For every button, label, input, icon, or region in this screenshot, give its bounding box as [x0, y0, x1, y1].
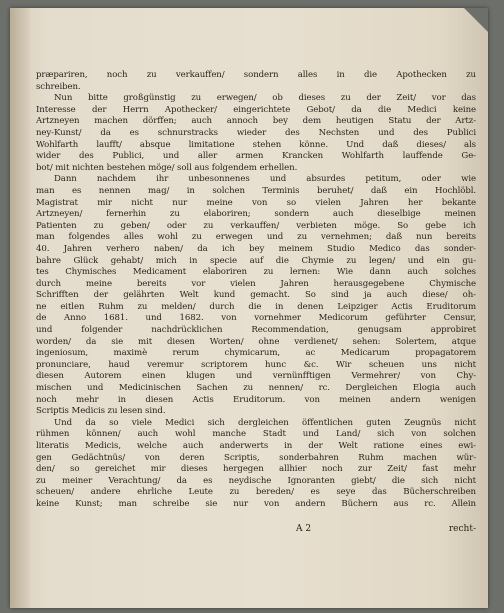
- text-line: Und da so viele Medici sich dergleichen öffentlichen guten Zeugnüs nicht: [54, 417, 476, 428]
- text-line: ne eitlen Ruhm zu melden/ durch die in denen Leipziger Actis Eruditorum: [36, 301, 476, 312]
- text-line: literatis Medicis, welche auch anderwerts in der Welt ratione eines ewi-: [36, 441, 476, 451]
- text-line: Artzneyen machen dörffen; auch annoch bey dem heutigen Statu der Artz-: [36, 116, 476, 127]
- text-line: man es nennen mag/ in solchen Terminis beruhet/ daß ein Hochlöbl.: [36, 185, 476, 196]
- text-line: gen Gedächtnüs/ von deren Scriptis, sonderbahren Ruhm machen wür-: [36, 452, 476, 463]
- folded-corner: [464, 8, 488, 32]
- text-line: und folgender nachdrücklichen Recommendation, genugsam approbiret: [36, 325, 476, 336]
- text-line: Scriptis Medicis zu lesen sind.: [36, 406, 166, 417]
- text-line: wider des Publici, und aller armen Krancken Wohlfarth lauffende Ge-: [36, 151, 476, 162]
- catchword: recht-: [448, 524, 476, 534]
- page-binding-edge: [10, 8, 30, 608]
- text-line: keine Kunst; man schreibe sie nur von andern Büchern aus rc. Allein: [36, 498, 476, 509]
- text-line: worden/ da sie mit diesen Worten/ ohne verdienet/ sehen: Solertem, atque: [36, 336, 476, 347]
- text-line: scheuen/ andere ehrliche Leute zu bereden/ es seye das Bücherschreiben: [36, 487, 476, 498]
- text-line: Wohlfarth laufft/ absque limitatione stehen könne. Und daß dieses/ als: [36, 139, 476, 150]
- text-line: diesen Autorem einen klugen und vernünfftigen Vermehrer/ von Chy-: [36, 371, 476, 382]
- text-line: Schrifften der gelährten Welt kund gemacht. So sind ja auch diese/ oh-: [36, 290, 476, 301]
- text-line: præpariren, noch zu verkauffen/ sondern alles in die Apothecken zu: [36, 70, 476, 80]
- text-line: man folgendes alles wohl zu erwegen und zu vernehmen; daß nun bereits: [36, 232, 476, 243]
- text-line: durch meine bereits vor vielen Jahren herausgegebene Chymische: [36, 278, 476, 289]
- text-line: noch mehr in diesen Actis Eruditorum. von meinen andern wenigen: [36, 394, 476, 405]
- text-line: Interesse der Herrn Apothecker/ eingerichtete Gebot/ da die Medici keine: [36, 104, 476, 115]
- document-text-body: [36, 70, 476, 511]
- document-page: [10, 8, 488, 608]
- signature-mark: A 2: [296, 524, 312, 534]
- text-line: 40. Jahren verhero naben/ da ich bey meinem Studio Medico das sonder-: [36, 243, 476, 254]
- text-line: schreiben.: [36, 81, 81, 92]
- text-line: Dann nachdem ihr unbesonnenes und absurdes petitum, oder wie: [54, 174, 476, 185]
- text-line: ingeniosum, maximè rerum chymicarum, ac Medicarum propagatorem: [36, 348, 476, 359]
- text-line: bahre Glück gehabt/ mich in specie auf die Chymie zu legen/ und ein gu-: [36, 255, 476, 266]
- text-line: bot/ mit nichten bestehen möge/ soll aus folgendem erhellen.: [36, 162, 298, 173]
- text-line: zu meiner Verachtung/ da es neydische Ignoranten giebt/ die sich nicht: [36, 475, 476, 486]
- text-line: tes Chymisches Medicament elaboriren zu lernen: Wie dann auch solches: [36, 267, 476, 278]
- text-line: ney-Kunst/ da es schnurstracks wieder des Nechsten und des Publici: [36, 127, 476, 138]
- text-line: Artzneyen/ fernerhin zu elaboriren; sondern auch dieselbige meinen: [36, 209, 476, 220]
- text-line: den/ so gereichet mir dieses hergegen allhier noch zur Zeit/ fast mehr: [36, 464, 476, 475]
- text-line: Nun bitte großgünstig zu erwegen/ ob dieses zu der Zeit/ vor das: [54, 93, 476, 104]
- text-line: de Anno 1681. und 1682. von vornehmer Medicorum geführter Censur,: [36, 313, 476, 324]
- text-line: pronunciare, haud veremur scriptorem hunc &c. Wir scheuen uns nicht: [36, 359, 476, 370]
- page-footer: [36, 524, 476, 536]
- text-line: Patienten zu geben/ oder zu verkauffen/ verbieten möge. So gebe ich: [36, 220, 476, 231]
- text-line: rühmen können/ auch wohl manche Stadt und Land/ sich von solchen: [36, 429, 476, 440]
- text-line: mischen und Medicinischen Sachen zu nennen/ rc. Dergleichen Elogia auch: [36, 383, 476, 394]
- text-line: Magistrat mir nicht nur meine von so vielen Jahren her bekante: [36, 197, 476, 208]
